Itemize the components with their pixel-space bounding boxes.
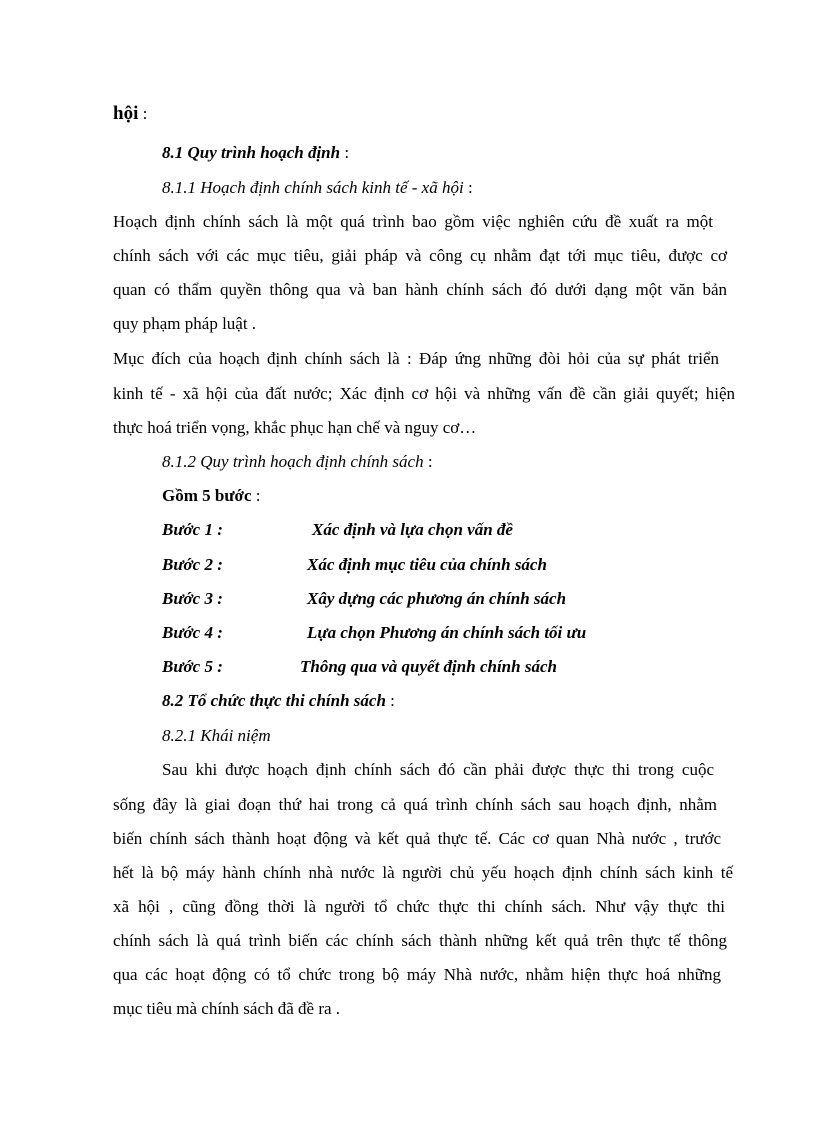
paragraph-2-line-2 bbox=[113, 384, 735, 404]
paragraph-1-text-2: chính sách với các mục tiêu, giải pháp và công cụ nhằm đạt tới mục tiêu, được cơ bbox=[113, 246, 727, 265]
paragraph-3-text-6: chính sách là quá trình biến các chính sách thành những kết quả trên thực tế thông bbox=[113, 931, 727, 950]
continued-heading bbox=[113, 104, 147, 124]
step-4-text: Lựa chọn Phương án chính sách tối ưu bbox=[307, 623, 587, 642]
step-2-text: Xác định mục tiêu của chính sách bbox=[307, 555, 547, 574]
paragraph-1-line-4 bbox=[113, 314, 256, 334]
paragraph-3-line-3 bbox=[113, 829, 721, 849]
paragraph-3-text-5: xã hội , cũng đồng thời là người tổ chức thực thi chính sách. Như vậy thực thi bbox=[113, 897, 725, 916]
section-8-1-1-heading bbox=[162, 178, 473, 198]
paragraph-3-line-8 bbox=[113, 999, 340, 1019]
section-8-1-title: 8.1 Quy trình hoạch định bbox=[162, 143, 341, 162]
paragraph-3-line-1 bbox=[162, 760, 714, 780]
step-5-label: Bước 5 : bbox=[162, 657, 223, 676]
paragraph-2-line-1 bbox=[113, 349, 719, 369]
section-8-1-suffix: : bbox=[340, 143, 350, 162]
section-8-1-2-title: 8.1.2 Quy trình hoạch định chính sách bbox=[162, 452, 424, 471]
section-8-1-heading bbox=[162, 143, 349, 163]
paragraph-1-text-1: Hoạch định chính sách là một quá trình bao gồm việc nghiên cứu đề xuất ra một bbox=[113, 212, 713, 231]
step-1-label: Bước 1 : bbox=[162, 520, 223, 539]
step-2-label: Bước 2 : bbox=[162, 555, 223, 574]
continued-heading-suffix: : bbox=[138, 104, 148, 123]
paragraph-2-line-3 bbox=[113, 418, 476, 438]
section-8-2-title: 8.2 Tổ chức thực thi chính sách bbox=[162, 691, 386, 710]
step-5-text: Thông qua và quyết định chính sách bbox=[300, 657, 557, 676]
section-8-1-1-title: 8.1.1 Hoạch định chính sách kinh tế - xã hội bbox=[162, 178, 464, 197]
step-3-text: Xây dựng các phương án chính sách bbox=[307, 589, 567, 608]
paragraph-3-text-3: biến chính sách thành hoạt động và kết quả thực tế. Các cơ quan Nhà nước , trước bbox=[113, 829, 721, 848]
paragraph-3-text-2: sống đây là giai đoạn thứ hai trong cả quá trình chính sách sau hoạch định, nhằm bbox=[113, 795, 717, 814]
section-8-2-1-title: 8.2.1 Khái niệm bbox=[162, 726, 271, 745]
paragraph-3-line-5 bbox=[113, 897, 725, 917]
paragraph-2-text-3: thực hoá triển vọng, khắc phục hạn chế và nguy cơ… bbox=[113, 418, 477, 437]
step-4-label: Bước 4 : bbox=[162, 623, 223, 642]
steps-intro bbox=[162, 486, 260, 506]
steps-intro-suffix: : bbox=[251, 486, 261, 505]
steps-intro-title: Gồm 5 bước bbox=[162, 486, 252, 505]
step-3-label: Bước 3 : bbox=[162, 589, 223, 608]
paragraph-1-text-3: quan có thẩm quyền thông qua và ban hành chính sách đó dưới dạng một văn bản bbox=[113, 280, 727, 299]
paragraph-3-text-1: Sau khi được hoạch định chính sách đó cần phải được thực thi trong cuộc bbox=[162, 760, 714, 779]
paragraph-1-line-3 bbox=[113, 280, 727, 300]
paragraph-1-line-2 bbox=[113, 246, 727, 266]
section-8-2-heading bbox=[162, 691, 395, 711]
paragraph-3-text-4: hết là bộ máy hành chính nhà nước là người chủ yếu hoạch định chính sách kinh tế bbox=[113, 863, 733, 882]
section-8-2-suffix: : bbox=[385, 691, 395, 710]
paragraph-3-line-6 bbox=[113, 931, 727, 951]
paragraph-1-line-1 bbox=[113, 212, 713, 232]
section-8-2-1-heading bbox=[162, 726, 271, 746]
paragraph-3-text-7: qua các hoạt động có tổ chức trong bộ máy Nhà nước, nhằm hiện thực hoá những bbox=[113, 965, 721, 984]
paragraph-2-text-1: Mục đích của hoạch định chính sách là : Đáp ứng những đòi hỏi của sự phát triển bbox=[113, 349, 719, 368]
step-1-text: Xác định và lựa chọn vấn đề bbox=[312, 520, 513, 539]
paragraph-3-line-7 bbox=[113, 965, 721, 985]
section-8-1-2-heading bbox=[162, 452, 433, 472]
paragraph-3-text-8: mục tiêu mà chính sách đã đề ra . bbox=[113, 999, 341, 1018]
section-8-1-1-suffix: : bbox=[463, 178, 473, 197]
paragraph-3-line-2 bbox=[113, 795, 717, 815]
continued-heading-word: hội bbox=[113, 103, 139, 124]
paragraph-1-text-4: quy phạm pháp luật . bbox=[113, 314, 257, 333]
section-8-1-2-suffix: : bbox=[423, 452, 433, 471]
paragraph-2-text-2: kinh tế - xã hội của đất nước; Xác định cơ hội và những vấn đề cần giải quyết; hiện bbox=[113, 384, 735, 403]
paragraph-3-line-4 bbox=[113, 863, 733, 883]
